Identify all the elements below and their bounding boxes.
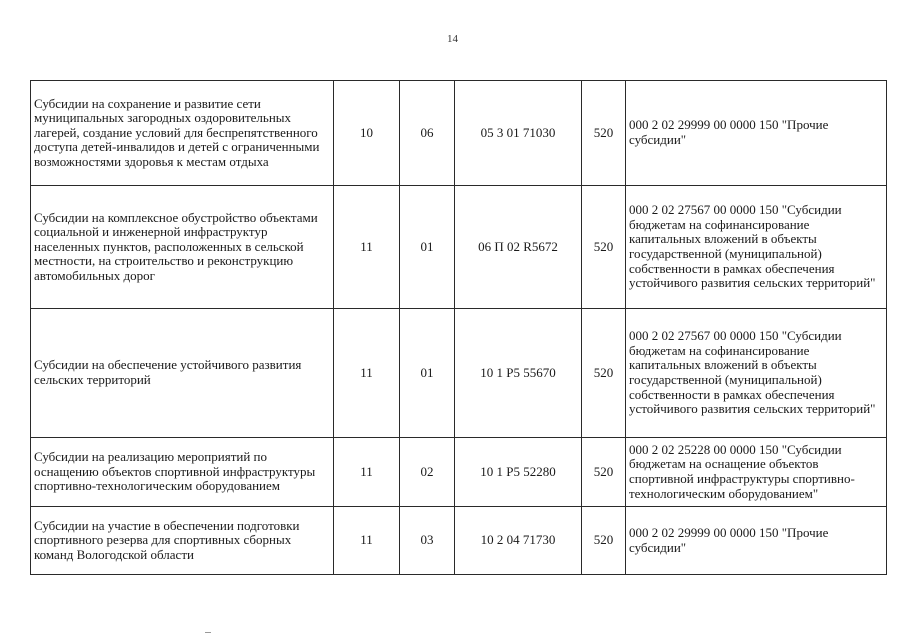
expense-type-cell: 520 xyxy=(582,81,626,186)
subsection-cell: 02 xyxy=(400,438,455,507)
table-row xyxy=(31,186,887,309)
target-article-cell: 05 3 01 71030 xyxy=(455,81,582,186)
income-code-cell: 000 2 02 29999 00 0000 150 "Прочие субсидии" xyxy=(626,81,887,186)
expense-type-cell: 520 xyxy=(582,309,626,438)
subsection-cell: 03 xyxy=(400,507,455,575)
section-cell: 11 xyxy=(334,309,400,438)
table-row xyxy=(31,309,887,438)
expense-type-cell: 520 xyxy=(582,438,626,507)
subsidy-name-cell: Субсидии на участие в обеспечении подготовки спортивного резерва для спортивных сборных команд Вологодской области xyxy=(31,507,334,575)
subsection-cell: 01 xyxy=(400,309,455,438)
target-article-cell: 10 1 Р5 52280 xyxy=(455,438,582,507)
target-article-cell: 06 П 02 R5672 xyxy=(455,186,582,309)
income-code-cell: 000 2 02 27567 00 0000 150 "Субсидии бюджетам на софинансирование капитальных вложений в объекты государственной (муниципальной) собственности в рамках обеспечения устойчивого развития сельских территорий" xyxy=(626,309,887,438)
section-cell: 10 xyxy=(334,81,400,186)
subsidy-name-cell: Субсидии на обеспечение устойчивого развития сельских территорий xyxy=(31,309,334,438)
income-code-cell: 000 2 02 29999 00 0000 150 "Прочие субсидии" xyxy=(626,507,887,575)
section-cell: 11 xyxy=(334,186,400,309)
target-article-cell: 10 2 04 71730 xyxy=(455,507,582,575)
table-row xyxy=(31,438,887,507)
expense-type-cell: 520 xyxy=(582,507,626,575)
subsidy-name-cell: Субсидии на сохранение и развитие сети муниципальных загородных оздоровительных лагерей, создание условий для беспрепятственного доступа детей-инвалидов и детей с ограниченными возможностями здоровья к местам отдыха xyxy=(31,81,334,186)
subsection-cell: 06 xyxy=(400,81,455,186)
table-row xyxy=(31,507,887,575)
scan-speck xyxy=(205,632,211,633)
subsidy-name-cell: Субсидии на реализацию мероприятий по оснащению объектов спортивной инфраструктуры спортивно-технологическим оборудованием xyxy=(31,438,334,507)
table-row xyxy=(31,81,887,186)
income-code-cell: 000 2 02 27567 00 0000 150 "Субсидии бюджетам на софинансирование капитальных вложений в объекты государственной (муниципальной) собственности в рамках обеспечения устойчивого развития сельских территорий" xyxy=(626,186,887,309)
subsidies-table xyxy=(30,80,887,575)
subsidy-name-cell: Субсидии на комплексное обустройство объектами социальной и инженерной инфраструктур населенных пунктов, расположенных в сельской местности, на строительство и реконструкцию автомобильных дорог xyxy=(31,186,334,309)
section-cell: 11 xyxy=(334,507,400,575)
subsection-cell: 01 xyxy=(400,186,455,309)
page-number: 14 xyxy=(447,33,458,45)
expense-type-cell: 520 xyxy=(582,186,626,309)
target-article-cell: 10 1 Р5 55670 xyxy=(455,309,582,438)
section-cell: 11 xyxy=(334,438,400,507)
income-code-cell: 000 2 02 25228 00 0000 150 "Субсидии бюджетам на оснащение объектов спортивной инфраструктуры спортивно-технологическим оборудованием" xyxy=(626,438,887,507)
